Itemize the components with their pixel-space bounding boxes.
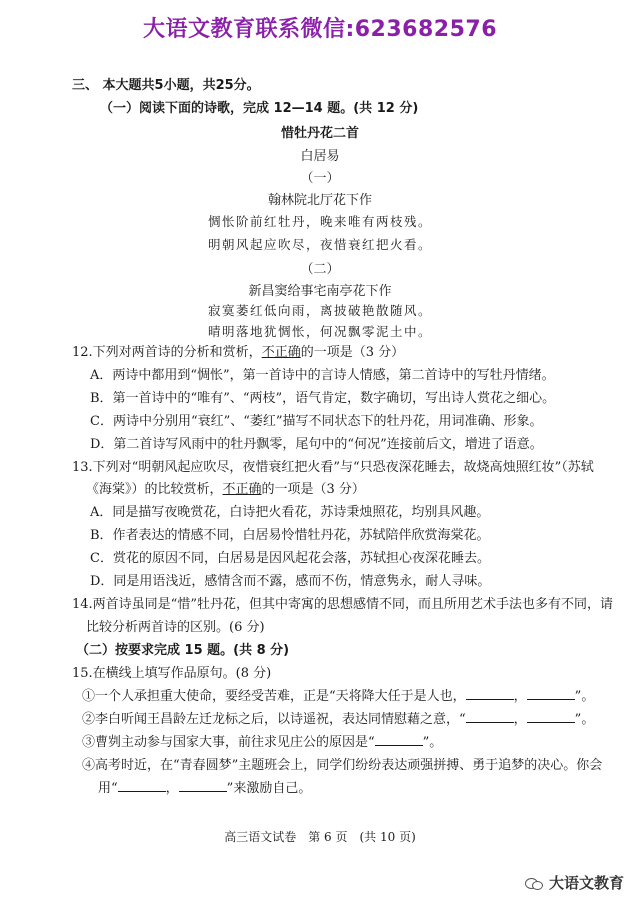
q13-option-a: A．同是描写夜晚赏花，白诗把火看花，苏诗秉烛照花，均别具风趣。 xyxy=(90,505,490,520)
q15-item4-text: 用“ xyxy=(98,781,118,796)
q15-item1-text: ①一个人承担重大使命，要经受苦难，正是“天将降大任于是人也， xyxy=(82,689,466,704)
q15-item2-sep: ， xyxy=(513,712,527,727)
answer-blank[interactable] xyxy=(118,780,166,792)
part1-heading: （一）阅读下面的诗歌，完成 12—14 题。(共 12 分) xyxy=(100,101,419,116)
q15-item4-line2 xyxy=(98,777,311,796)
q15-stem: 15.在横线上填写作品原句。(8 分) xyxy=(72,666,272,681)
answer-blank[interactable] xyxy=(527,711,575,723)
q15-item3 xyxy=(82,731,442,750)
q13-option-d: D．同是用语浅近，感情含而不露，感而不伤，情意隽永，耐人寻味。 xyxy=(90,574,491,589)
q13-stem-text: 《海棠》）的比较赏析， xyxy=(86,482,223,497)
q15-item2-text: ②李白听闻王昌龄左迁龙标之后，以诗遥祝，表达同情慰藉之意，“ xyxy=(82,712,466,727)
q12-stem-text: 12.下列对两首诗的分析和赏析， xyxy=(72,345,262,360)
q13-keyword: 不正确 xyxy=(222,482,262,497)
poem-title: 惜牡丹花二首 xyxy=(280,126,359,141)
q15-item3-end: ”。 xyxy=(422,735,443,750)
q12-option-b: B．第一首诗中的“唯有”、“两枝”，语气肯定，数字确切，写出诗人赏花之细心。 xyxy=(90,391,556,406)
q12-stem xyxy=(72,341,404,360)
q12-keyword: 不正确 xyxy=(261,345,301,360)
q12-option-d: D．第二首诗写风雨中的牡丹飘零，尾句中的“何况”连接前后文，增进了语意。 xyxy=(90,437,543,452)
q15-item4-line1: ④高考时近，在“青春圆梦”主题班会上，同学们纷纷表达顽强拼搏、勇于追梦的决心。你会 xyxy=(82,758,603,773)
q14-stem-line1: 14.两首诗虽同是“惜”牡丹花，但其中寄寓的思想感情不同，而且所用艺术手法也多有不同，请 xyxy=(72,597,613,612)
poem-sub1-place: 翰林院北厅花下作 xyxy=(267,193,372,208)
q13-stem-line2 xyxy=(86,478,365,497)
poem-sub2-line1: 寂寞萎红低向雨，离披破艳散随风。 xyxy=(207,303,432,318)
watermark xyxy=(525,872,624,893)
answer-blank[interactable] xyxy=(375,734,423,746)
q15-item3-text: ③曹刿主动参与国家大事，前往求见庄公的原因是“ xyxy=(82,735,375,750)
answer-blank[interactable] xyxy=(466,711,514,723)
q15-item1-end: ”。 xyxy=(574,689,595,704)
q15-item4-sep: ， xyxy=(165,781,179,796)
q15-item2-end: ”。 xyxy=(574,712,595,727)
q13-option-b: B．作者表达的情感不同，白居易怜惜牡丹花，苏轼陪伴欣赏海棠花。 xyxy=(90,528,490,543)
section-heading: 三、 本大题共5小题，共25分。 xyxy=(72,78,260,93)
watermark-text: 大语文教育 xyxy=(549,874,625,892)
q14-stem-line2: 比较分析两首诗的区别。(6 分) xyxy=(86,620,265,635)
poem-sub2-line2: 晴明落地犹惆怅，何况飘零泥土中。 xyxy=(207,324,432,339)
q15-item2 xyxy=(82,708,594,727)
contact-banner: 大语文教育联系微信:623682576 xyxy=(142,17,498,42)
answer-blank[interactable] xyxy=(527,688,575,700)
poem-sub1-line2: 明朝风起应吹尽，夜惜衰红把火看。 xyxy=(207,237,432,252)
answer-blank[interactable] xyxy=(179,780,227,792)
poem-sub2-number: （二） xyxy=(300,262,340,277)
poem-sub1-number: （一） xyxy=(300,171,340,186)
poem-sub2-place: 新昌窦给事宅南亭花下作 xyxy=(248,284,392,299)
q12-option-a: A．两诗中都用到“惆怅”，第一首诗中的言诗人情感，第二首诗中的写牡丹情绪。 xyxy=(90,368,555,383)
poem-author: 白居易 xyxy=(300,149,340,164)
page-footer: 高三语文试卷 第 6 页 (共 10 页) xyxy=(224,830,416,844)
q12-stem-end: 的一项是（3 分） xyxy=(300,345,405,360)
q13-stem-end: 的一项是（3 分） xyxy=(261,482,365,497)
q13-stem-line1: 13.下列对“明朝风起应吹尽，夜惜衰红把火看”与“只恐夜深花睡去，故烧高烛照红妆”（苏轼 xyxy=(72,460,594,475)
answer-blank[interactable] xyxy=(466,688,514,700)
q13-option-c: C．赏花的原因不同，白居易是因风起花会落，苏轼担心夜深花睡去。 xyxy=(90,551,490,566)
q12-option-c: C．两诗中分别用“衰红”、“萎红”描写不同状态下的牡丹花，用词准确、形象。 xyxy=(90,414,543,429)
part2-heading: （二）按要求完成 15 题。(共 8 分) xyxy=(76,643,290,658)
wechat-icon xyxy=(525,876,543,890)
q15-item1 xyxy=(82,685,594,704)
poem-sub1-line1: 惆怅阶前红牡丹，晚来唯有两枝残。 xyxy=(207,214,432,229)
q15-item1-sep: ， xyxy=(513,689,527,704)
q15-item4-end: ”来激励自己。 xyxy=(226,781,312,796)
